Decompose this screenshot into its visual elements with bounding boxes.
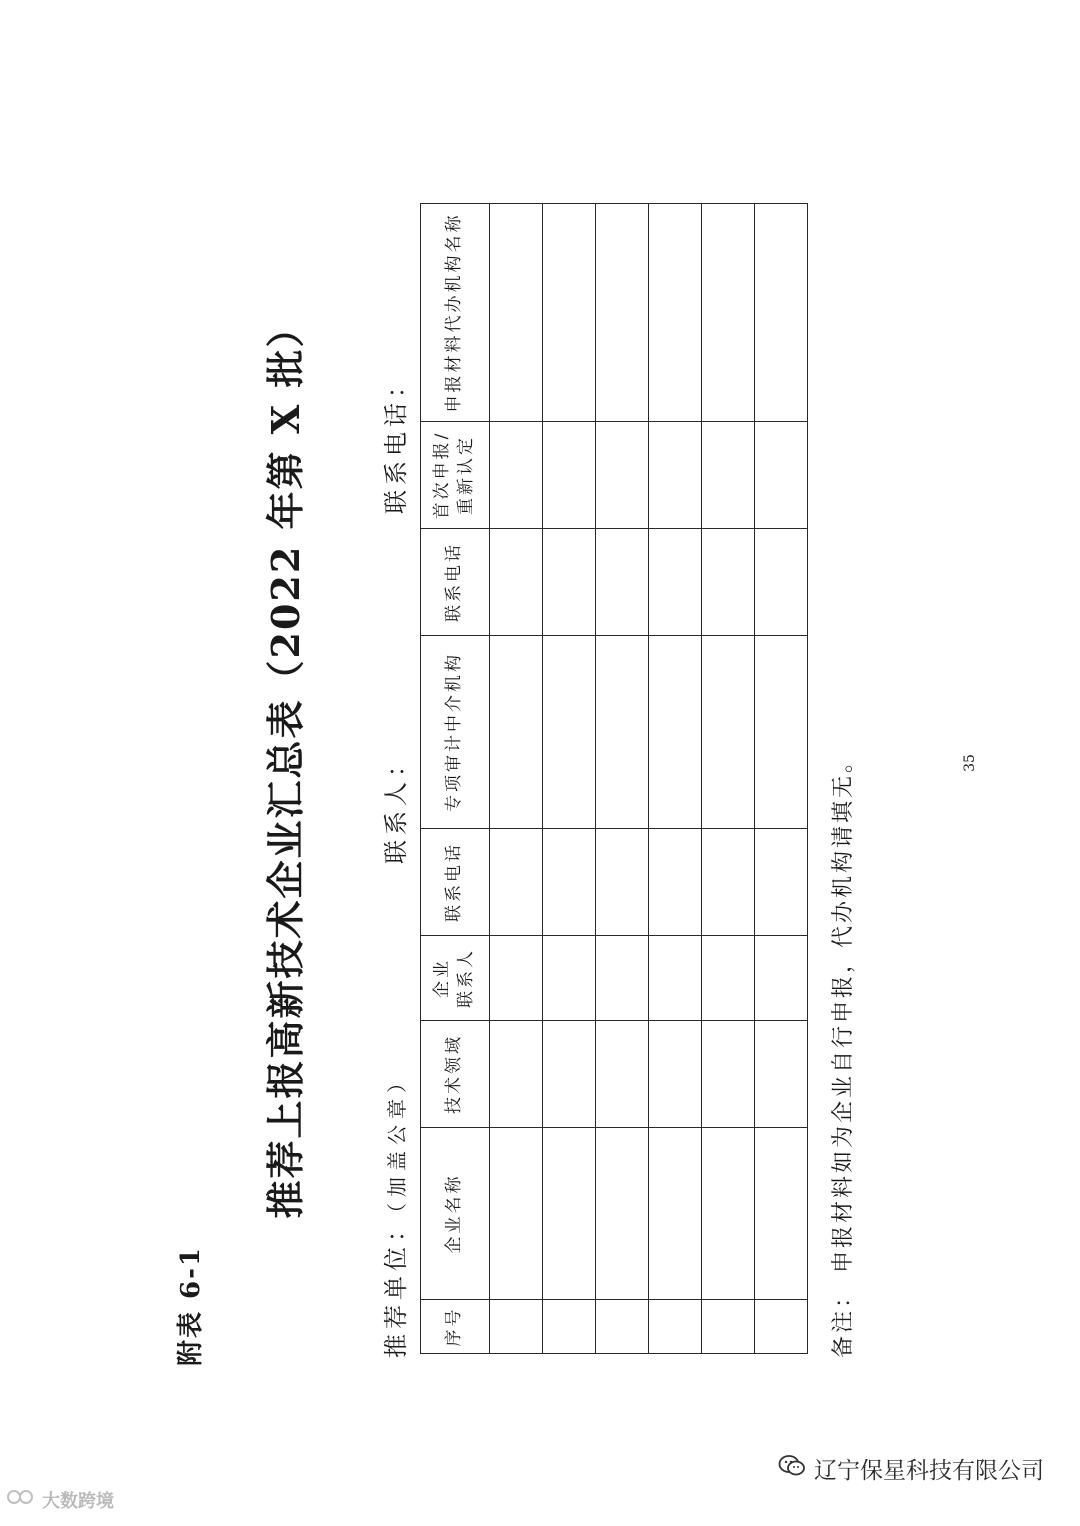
wechat-icon bbox=[778, 1454, 806, 1484]
table-cell bbox=[649, 1021, 702, 1128]
table-cell bbox=[702, 204, 755, 422]
brand-name: 大数跨境 bbox=[42, 1490, 114, 1512]
table-cell bbox=[649, 1300, 702, 1354]
document-title: 推荐上报高新技术企业汇总表（2022 年第 X 批） bbox=[263, 307, 308, 1219]
table-row bbox=[490, 204, 543, 1354]
table-cell bbox=[543, 936, 596, 1021]
contact-person-label: 联系人： bbox=[382, 748, 410, 864]
table-cell bbox=[543, 422, 596, 529]
table-cell bbox=[490, 936, 543, 1021]
table-row bbox=[755, 204, 808, 1354]
table-cell bbox=[755, 422, 808, 529]
table-cell bbox=[490, 422, 543, 529]
seal-note: （加盖公章） bbox=[385, 1067, 409, 1213]
table-cell bbox=[649, 636, 702, 829]
table-cell bbox=[755, 1021, 808, 1128]
table-cell bbox=[543, 204, 596, 422]
table-cell bbox=[649, 1128, 702, 1300]
table-header-row bbox=[421, 204, 490, 1354]
table-cell bbox=[543, 636, 596, 829]
table-cell bbox=[596, 422, 649, 529]
table-cell bbox=[490, 1021, 543, 1128]
table-cell bbox=[649, 829, 702, 936]
table-cell bbox=[490, 204, 543, 422]
table-cell bbox=[596, 1128, 649, 1300]
table-cell bbox=[702, 1021, 755, 1128]
table-cell bbox=[755, 936, 808, 1021]
table-cell bbox=[649, 204, 702, 422]
table-cell bbox=[490, 1300, 543, 1354]
table-row bbox=[702, 204, 755, 1354]
table-cell bbox=[649, 529, 702, 636]
table-cell bbox=[543, 1021, 596, 1128]
table-cell bbox=[649, 422, 702, 529]
table-cell bbox=[755, 636, 808, 829]
recommend-unit-label: 推荐单位： bbox=[382, 1213, 410, 1358]
column-header: 申报材料代办机构名称 bbox=[421, 204, 490, 422]
column-header: 企业名称 bbox=[421, 1128, 490, 1300]
table-cell bbox=[755, 529, 808, 636]
table-cell bbox=[543, 1128, 596, 1300]
contact-phone-label: 联系电话： bbox=[382, 369, 410, 514]
column-header: 序号 bbox=[421, 1300, 490, 1354]
table-cell bbox=[702, 636, 755, 829]
table-cell bbox=[596, 204, 649, 422]
page-number: 35 bbox=[962, 754, 978, 772]
table-cell bbox=[543, 1300, 596, 1354]
table-cell bbox=[702, 936, 755, 1021]
table-cell bbox=[490, 636, 543, 829]
table-cell bbox=[490, 529, 543, 636]
table-cell bbox=[702, 422, 755, 529]
column-header: 联系电话 bbox=[421, 829, 490, 936]
table-cell bbox=[596, 829, 649, 936]
table-cell bbox=[596, 636, 649, 829]
table-cell bbox=[755, 1300, 808, 1354]
table-cell bbox=[596, 529, 649, 636]
table-cell bbox=[702, 1300, 755, 1354]
table-row bbox=[649, 204, 702, 1354]
table-cell bbox=[702, 829, 755, 936]
table-cell bbox=[755, 204, 808, 422]
column-header: 技术领域 bbox=[421, 1021, 490, 1128]
company-watermark bbox=[778, 1452, 1044, 1485]
table-row bbox=[596, 204, 649, 1354]
table-cell bbox=[702, 529, 755, 636]
column-header: 专项审计中介机构 bbox=[421, 636, 490, 829]
footnote: 备注： 申报材料如为企业自行申报，代办机构请填无。 bbox=[831, 748, 856, 1358]
appendix-label: 附表 6-1 bbox=[176, 1245, 206, 1366]
table-cell bbox=[596, 1300, 649, 1354]
company-name: 辽宁保星科技有限公司 bbox=[814, 1458, 1044, 1484]
brand-logo-icon bbox=[6, 1486, 36, 1513]
column-header: 企业 联系人 bbox=[421, 936, 490, 1021]
table-cell bbox=[596, 1021, 649, 1128]
table-cell bbox=[755, 829, 808, 936]
summary-table bbox=[420, 203, 808, 1354]
table-cell bbox=[702, 1128, 755, 1300]
table-cell bbox=[596, 936, 649, 1021]
table-row bbox=[543, 204, 596, 1354]
recommend-unit-field bbox=[376, 1067, 411, 1358]
table-cell bbox=[490, 1128, 543, 1300]
brand-watermark bbox=[6, 1486, 114, 1513]
table-cell bbox=[543, 529, 596, 636]
table-cell bbox=[543, 829, 596, 936]
column-header: 联系电话 bbox=[421, 529, 490, 636]
table-cell bbox=[755, 1128, 808, 1300]
table-cell bbox=[490, 829, 543, 936]
column-header: 首次申报/ 重新认定 bbox=[421, 422, 490, 529]
table-body bbox=[490, 204, 808, 1354]
table-cell bbox=[649, 936, 702, 1021]
